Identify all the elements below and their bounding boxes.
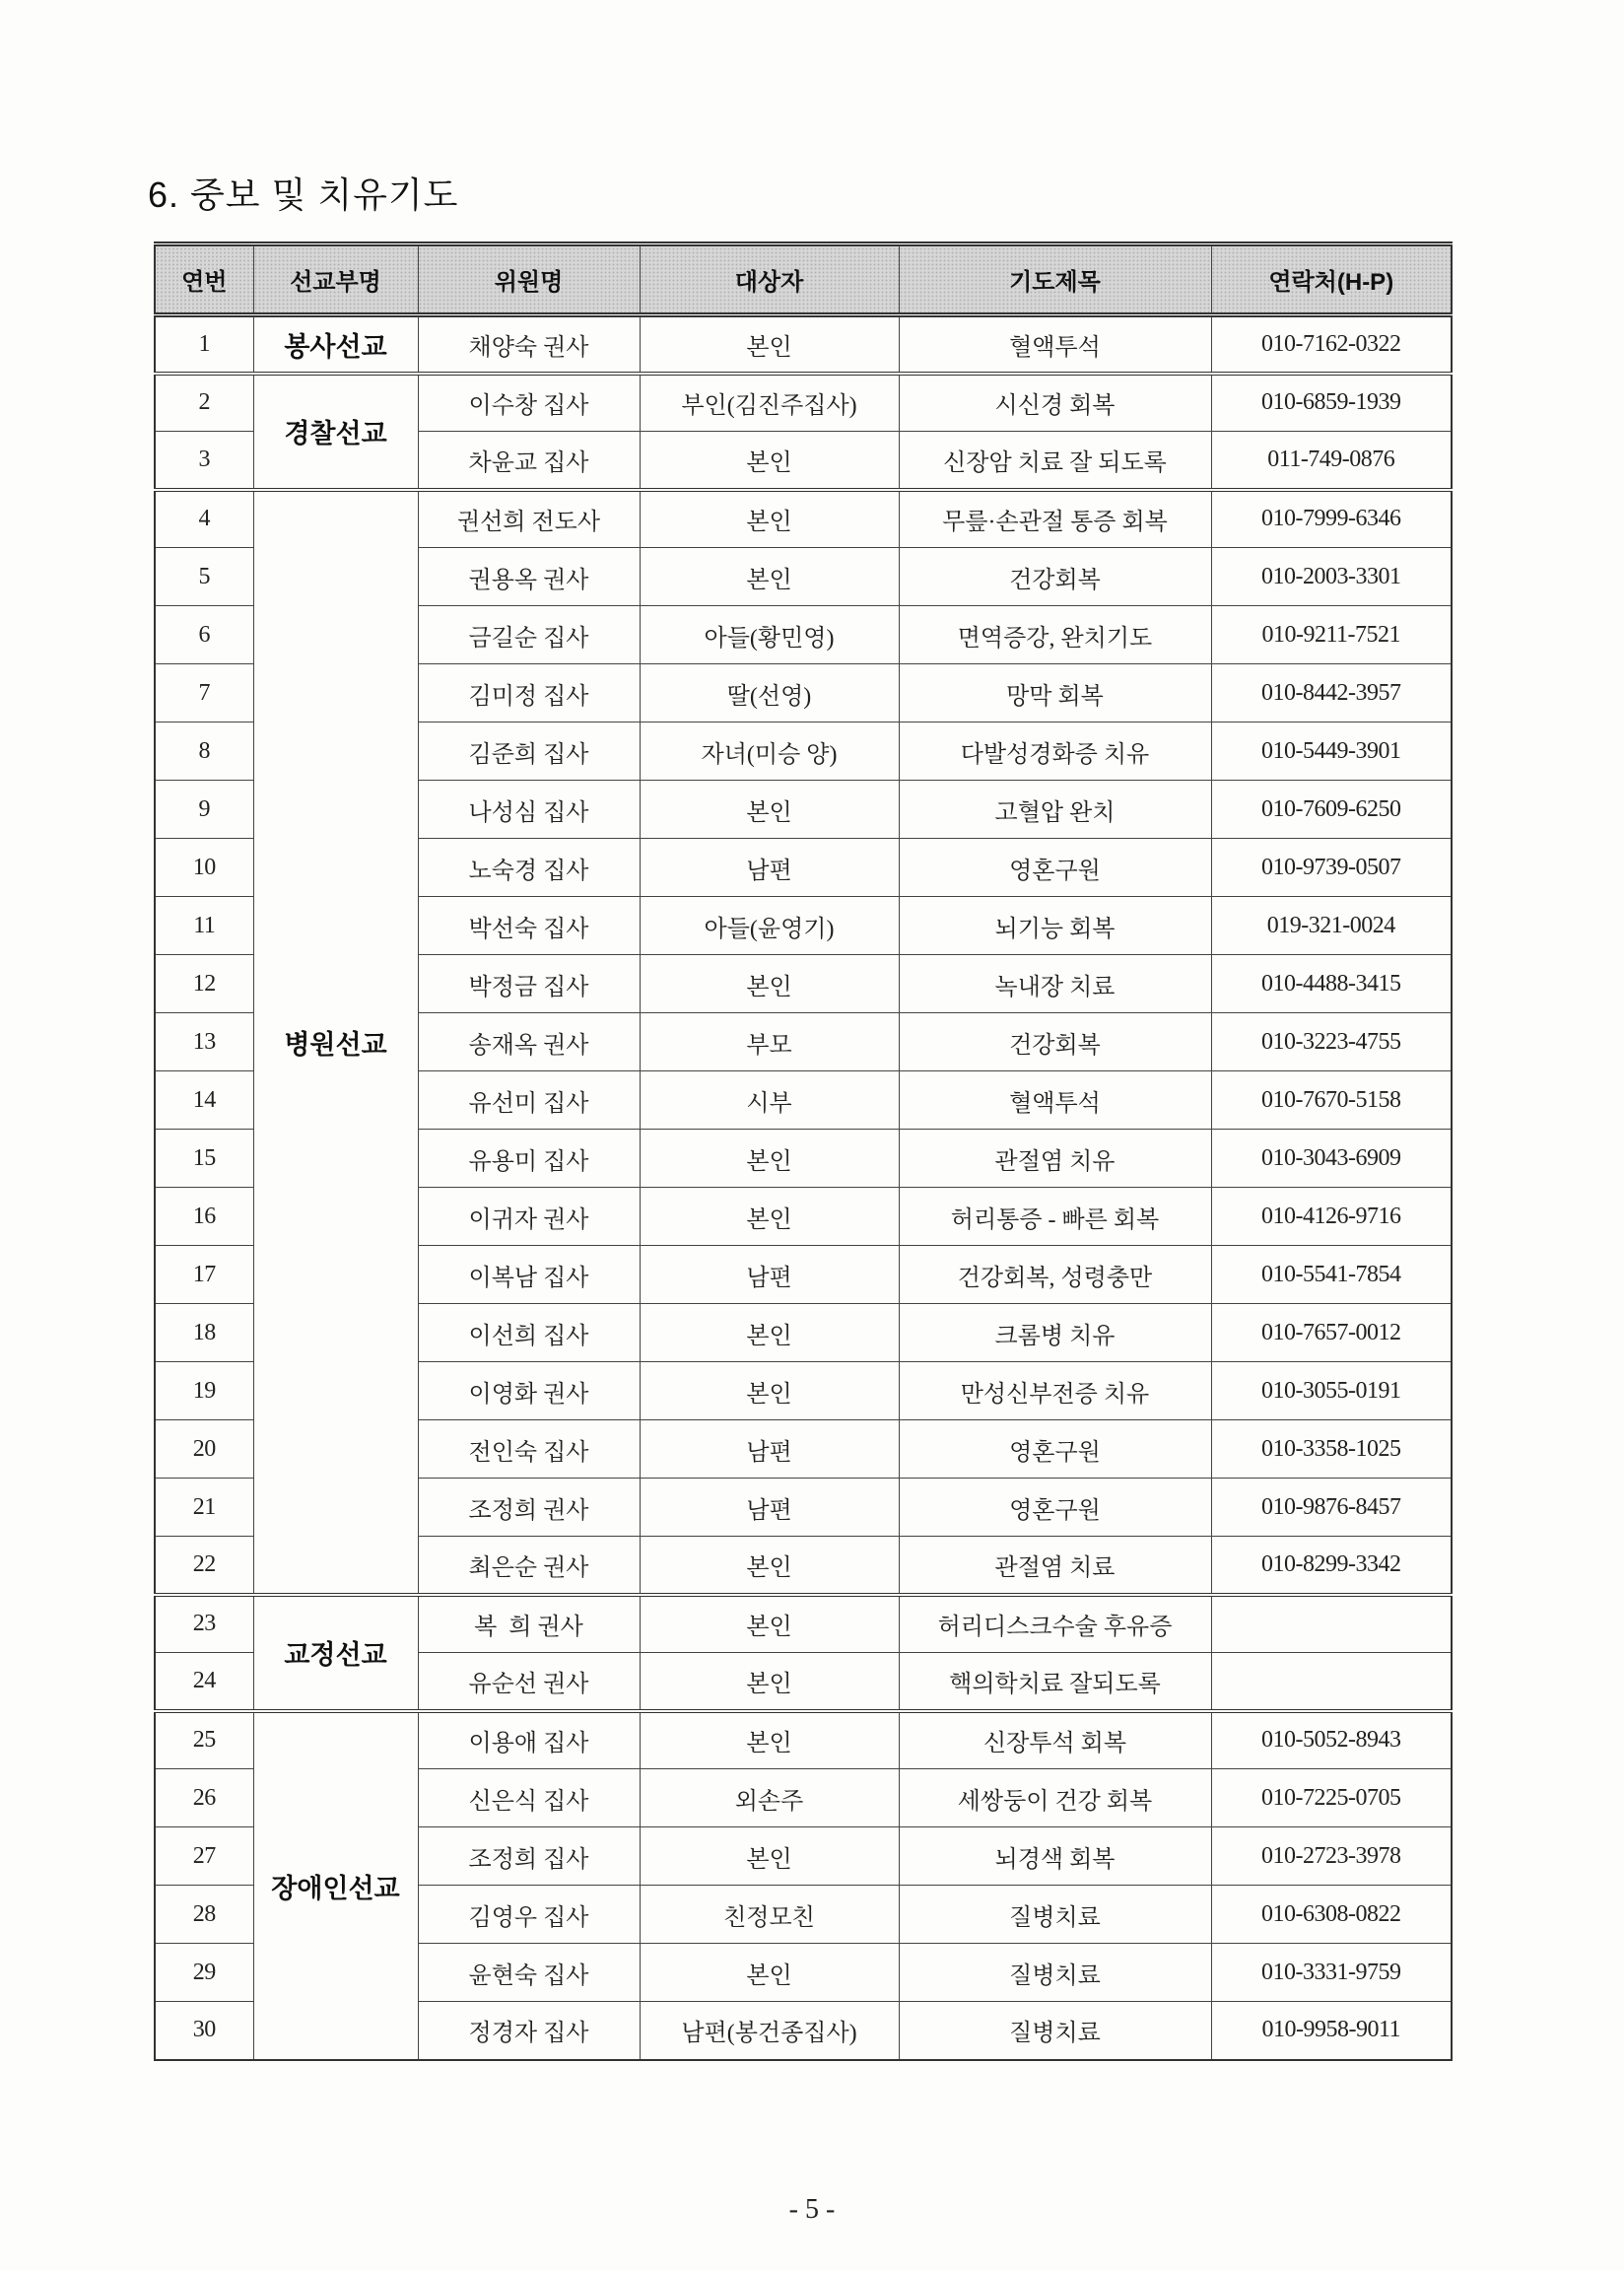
member-name-cell: 이복남 집사 xyxy=(418,1246,640,1304)
member-name-cell: 복 희 권사 xyxy=(418,1595,640,1653)
prayer-topic-cell: 다발성경화증 치유 xyxy=(899,723,1211,781)
member-name-cell: 나성심 집사 xyxy=(418,781,640,839)
phone-cell: 010-7609-6250 xyxy=(1211,781,1452,839)
row-number-cell: 26 xyxy=(155,1769,253,1827)
prayer-topic-cell: 망막 회복 xyxy=(899,664,1211,723)
phone-cell: 010-3043-6909 xyxy=(1211,1130,1452,1188)
member-name-cell: 금길순 집사 xyxy=(418,606,640,664)
prayer-topic-cell: 관절염 치유 xyxy=(899,1130,1211,1188)
row-number-cell: 1 xyxy=(155,315,253,374)
prayer-topic-cell: 시신경 회복 xyxy=(899,374,1211,432)
phone-cell: 010-9876-8457 xyxy=(1211,1479,1452,1537)
header-phone: 연락처(H-P) xyxy=(1211,244,1452,315)
phone-cell: 010-3358-1025 xyxy=(1211,1420,1452,1479)
header-member-name: 위원명 xyxy=(418,244,640,315)
prayer-topic-cell: 고혈압 완치 xyxy=(899,781,1211,839)
phone-cell: 010-7657-0012 xyxy=(1211,1304,1452,1362)
phone-cell: 010-7670-5158 xyxy=(1211,1071,1452,1130)
phone-cell: 010-8442-3957 xyxy=(1211,664,1452,723)
prayer-target-cell: 부인(김진주집사) xyxy=(640,374,899,432)
prayer-target-cell: 본인 xyxy=(640,432,899,490)
row-number-cell: 23 xyxy=(155,1595,253,1653)
member-name-cell: 유용미 집사 xyxy=(418,1130,640,1188)
phone-cell xyxy=(1211,1595,1452,1653)
member-name-cell: 이수창 집사 xyxy=(418,374,640,432)
row-number-cell: 3 xyxy=(155,432,253,490)
department-cell: 경찰선교 xyxy=(253,374,418,490)
prayer-topic-cell: 녹내장 치료 xyxy=(899,955,1211,1013)
header-prayer-target: 대상자 xyxy=(640,244,899,315)
row-number-cell: 6 xyxy=(155,606,253,664)
phone-cell: 010-7162-0322 xyxy=(1211,315,1452,374)
prayer-target-cell: 남편 xyxy=(640,1246,899,1304)
phone-cell: 010-3223-4755 xyxy=(1211,1013,1452,1071)
member-name-cell: 권선희 전도사 xyxy=(418,490,640,548)
row-number-cell: 21 xyxy=(155,1479,253,1537)
phone-cell: 010-5052-8943 xyxy=(1211,1711,1452,1769)
prayer-target-cell: 아들(윤영기) xyxy=(640,897,899,955)
prayer-topic-cell: 뇌기능 회복 xyxy=(899,897,1211,955)
prayer-target-cell: 외손주 xyxy=(640,1769,899,1827)
department-cell: 봉사선교 xyxy=(253,315,418,374)
row-number-cell: 7 xyxy=(155,664,253,723)
prayer-target-cell: 본인 xyxy=(640,1595,899,1653)
prayer-topic-cell: 크롬병 치유 xyxy=(899,1304,1211,1362)
member-name-cell: 조정희 권사 xyxy=(418,1479,640,1537)
row-number-cell: 4 xyxy=(155,490,253,548)
prayer-topic-cell: 신장투석 회복 xyxy=(899,1711,1211,1769)
prayer-topic-cell: 무릎·손관절 통증 회복 xyxy=(899,490,1211,548)
row-number-cell: 18 xyxy=(155,1304,253,1362)
phone-cell xyxy=(1211,1653,1452,1711)
member-name-cell: 송재옥 권사 xyxy=(418,1013,640,1071)
member-name-cell: 신은식 집사 xyxy=(418,1769,640,1827)
prayer-target-cell: 본인 xyxy=(640,1188,899,1246)
member-name-cell: 채양숙 권사 xyxy=(418,315,640,374)
prayer-target-cell: 딸(선영) xyxy=(640,664,899,723)
prayer-target-cell: 본인 xyxy=(640,1944,899,2002)
table-row xyxy=(155,490,1452,548)
phone-cell: 010-5449-3901 xyxy=(1211,723,1452,781)
prayer-target-cell: 남편 xyxy=(640,1420,899,1479)
prayer-target-cell: 본인 xyxy=(640,490,899,548)
member-name-cell: 차윤교 집사 xyxy=(418,432,640,490)
table-row xyxy=(155,1711,1452,1769)
prayer-topic-cell: 질병치료 xyxy=(899,1886,1211,1944)
table-header xyxy=(155,244,1452,315)
row-number-cell: 13 xyxy=(155,1013,253,1071)
table-row xyxy=(155,374,1452,432)
prayer-topic-cell: 혈액투석 xyxy=(899,1071,1211,1130)
prayer-target-cell: 남편(봉건종집사) xyxy=(640,2002,899,2060)
prayer-target-cell: 본인 xyxy=(640,781,899,839)
member-name-cell: 유선미 집사 xyxy=(418,1071,640,1130)
phone-cell: 010-7999-6346 xyxy=(1211,490,1452,548)
prayer-topic-cell: 세쌍둥이 건강 회복 xyxy=(899,1769,1211,1827)
member-name-cell: 전인숙 집사 xyxy=(418,1420,640,1479)
row-number-cell: 25 xyxy=(155,1711,253,1769)
header-prayer-topic: 기도제목 xyxy=(899,244,1211,315)
header-row xyxy=(155,244,1452,315)
row-number-cell: 12 xyxy=(155,955,253,1013)
row-number-cell: 14 xyxy=(155,1071,253,1130)
member-name-cell: 노숙경 집사 xyxy=(418,839,640,897)
row-number-cell: 19 xyxy=(155,1362,253,1420)
phone-cell: 010-4488-3415 xyxy=(1211,955,1452,1013)
row-number-cell: 27 xyxy=(155,1827,253,1886)
member-name-cell: 정경자 집사 xyxy=(418,2002,640,2060)
phone-cell: 010-6859-1939 xyxy=(1211,374,1452,432)
member-name-cell: 박선숙 집사 xyxy=(418,897,640,955)
prayer-target-cell: 본인 xyxy=(640,1362,899,1420)
member-name-cell: 김준희 집사 xyxy=(418,723,640,781)
prayer-table-body xyxy=(155,315,1452,2060)
prayer-topic-cell: 핵의학치료 잘되도록 xyxy=(899,1653,1211,1711)
department-cell: 병원선교 xyxy=(253,490,418,1595)
row-number-cell: 16 xyxy=(155,1188,253,1246)
phone-cell: 010-2003-3301 xyxy=(1211,548,1452,606)
prayer-topic-cell: 뇌경색 회복 xyxy=(899,1827,1211,1886)
member-name-cell: 박정금 집사 xyxy=(418,955,640,1013)
prayer-topic-cell: 만성신부전증 치유 xyxy=(899,1362,1211,1420)
row-number-cell: 9 xyxy=(155,781,253,839)
prayer-target-cell: 시부 xyxy=(640,1071,899,1130)
member-name-cell: 유순선 권사 xyxy=(418,1653,640,1711)
prayer-target-cell: 본인 xyxy=(640,1653,899,1711)
prayer-topic-cell: 건강회복 xyxy=(899,548,1211,606)
phone-cell: 010-8299-3342 xyxy=(1211,1537,1452,1595)
prayer-target-cell: 본인 xyxy=(640,548,899,606)
prayer-target-cell: 본인 xyxy=(640,1711,899,1769)
row-number-cell: 29 xyxy=(155,1944,253,2002)
prayer-list-table xyxy=(154,241,1453,2061)
phone-cell: 019-321-0024 xyxy=(1211,897,1452,955)
member-name-cell: 김미정 집사 xyxy=(418,664,640,723)
prayer-target-cell: 본인 xyxy=(640,1130,899,1188)
prayer-topic-cell: 건강회복, 성령충만 xyxy=(899,1246,1211,1304)
row-number-cell: 20 xyxy=(155,1420,253,1479)
row-number-cell: 24 xyxy=(155,1653,253,1711)
row-number-cell: 10 xyxy=(155,839,253,897)
row-number-cell: 2 xyxy=(155,374,253,432)
prayer-target-cell: 본인 xyxy=(640,315,899,374)
prayer-topic-cell: 영혼구원 xyxy=(899,1420,1211,1479)
row-number-cell: 28 xyxy=(155,1886,253,1944)
prayer-topic-cell: 혈액투석 xyxy=(899,315,1211,374)
prayer-target-cell: 친정모친 xyxy=(640,1886,899,1944)
member-name-cell: 김영우 집사 xyxy=(418,1886,640,1944)
row-number-cell: 11 xyxy=(155,897,253,955)
section-title: 6. 중보 및 치유기도 xyxy=(148,174,459,215)
table-row xyxy=(155,1595,1452,1653)
member-name-cell: 조정희 집사 xyxy=(418,1827,640,1886)
phone-cell: 010-4126-9716 xyxy=(1211,1188,1452,1246)
phone-cell: 010-5541-7854 xyxy=(1211,1246,1452,1304)
header-department: 선교부명 xyxy=(253,244,418,315)
member-name-cell: 최은순 권사 xyxy=(418,1537,640,1595)
phone-cell: 010-2723-3978 xyxy=(1211,1827,1452,1886)
prayer-target-cell: 자녀(미승 양) xyxy=(640,723,899,781)
prayer-target-cell: 부모 xyxy=(640,1013,899,1071)
member-name-cell: 이귀자 권사 xyxy=(418,1188,640,1246)
prayer-topic-cell: 허리디스크수술 후유증 xyxy=(899,1595,1211,1653)
prayer-target-cell: 남편 xyxy=(640,1479,899,1537)
phone-cell: 010-7225-0705 xyxy=(1211,1769,1452,1827)
phone-cell: 011-749-0876 xyxy=(1211,432,1452,490)
department-cell: 장애인선교 xyxy=(253,1711,418,2060)
prayer-topic-cell: 면역증강, 완치기도 xyxy=(899,606,1211,664)
row-number-cell: 30 xyxy=(155,2002,253,2060)
prayer-topic-cell: 건강회복 xyxy=(899,1013,1211,1071)
member-name-cell: 이용애 집사 xyxy=(418,1711,640,1769)
phone-cell: 010-9739-0507 xyxy=(1211,839,1452,897)
prayer-topic-cell: 질병치료 xyxy=(899,1944,1211,2002)
member-name-cell: 이선희 집사 xyxy=(418,1304,640,1362)
prayer-topic-cell: 질병치료 xyxy=(899,2002,1211,2060)
phone-cell: 010-6308-0822 xyxy=(1211,1886,1452,1944)
page-number: - 5 - xyxy=(788,2194,836,2225)
row-number-cell: 17 xyxy=(155,1246,253,1304)
phone-cell: 010-9211-7521 xyxy=(1211,606,1452,664)
row-number-cell: 22 xyxy=(155,1537,253,1595)
prayer-topic-cell: 허리통증 - 빠른 회복 xyxy=(899,1188,1211,1246)
row-number-cell: 8 xyxy=(155,723,253,781)
member-name-cell: 윤현숙 집사 xyxy=(418,1944,640,2002)
row-number-cell: 5 xyxy=(155,548,253,606)
prayer-target-cell: 남편 xyxy=(640,839,899,897)
phone-cell: 010-3055-0191 xyxy=(1211,1362,1452,1420)
phone-cell: 010-9958-9011 xyxy=(1211,2002,1452,2060)
row-number-cell: 15 xyxy=(155,1130,253,1188)
prayer-target-cell: 아들(황민영) xyxy=(640,606,899,664)
table-row xyxy=(155,315,1452,374)
prayer-target-cell: 본인 xyxy=(640,1827,899,1886)
header-row-number: 연번 xyxy=(155,244,253,315)
phone-cell: 010-3331-9759 xyxy=(1211,1944,1452,2002)
prayer-topic-cell: 신장암 치료 잘 되도록 xyxy=(899,432,1211,490)
prayer-target-cell: 본인 xyxy=(640,1304,899,1362)
prayer-topic-cell: 관절염 치료 xyxy=(899,1537,1211,1595)
prayer-topic-cell: 영혼구원 xyxy=(899,839,1211,897)
member-name-cell: 이영화 권사 xyxy=(418,1362,640,1420)
member-name-cell: 권용옥 권사 xyxy=(418,548,640,606)
department-cell: 교정선교 xyxy=(253,1595,418,1711)
prayer-target-cell: 본인 xyxy=(640,955,899,1013)
prayer-target-cell: 본인 xyxy=(640,1537,899,1595)
prayer-topic-cell: 영혼구원 xyxy=(899,1479,1211,1537)
